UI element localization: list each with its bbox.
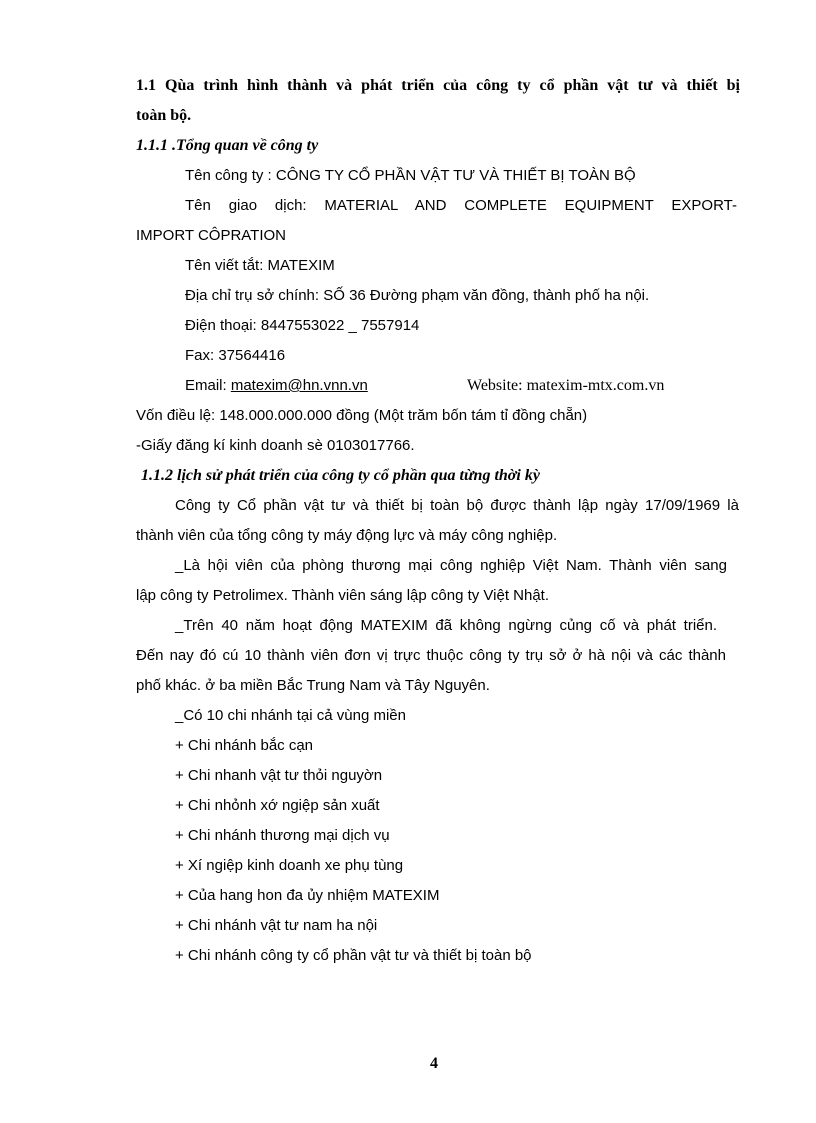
branches-intro: _Có 10 chi nhánh tại cả vùng miền [175,707,406,724]
history-paragraph-1-line-2: thành viên của tổng công ty máy động lực và máy công nghiệp. [136,527,558,544]
email-label: Email: [185,377,231,394]
history-paragraph-1-line-1: Công ty Cổ phần vật tư và thiết bị toàn bộ được thành lập ngày 17/09/1969 là [175,497,739,514]
heading-line-2: toàn bộ. [136,107,192,124]
history-paragraph-2-line-1: _Là hội viên của phòng thương mại công nghiệp Việt Nam. Thành viên sang [175,557,727,574]
branch-item: + Của hang hon đa ủy nhiệm MATEXIM [175,887,440,904]
business-license-line: -Giấy đăng kí kinh doanh sè 0103017766. [136,437,415,454]
capital-line: Vốn điều lệ: 148.000.000.000 đồng (Một trăm bốn tám tỉ đồng chẵn) [136,407,588,424]
history-paragraph-2-line-2: lập công ty Petrolimex. Thành viên sáng lập công ty Việt Nhật. [136,587,550,604]
branch-item: + Xí ngiệp kinh doanh xe phụ tùng [175,857,404,874]
website-line: Website: matexim-mtx.com.vn [467,377,665,394]
fax-line: Fax: 37564416 [185,347,286,364]
history-paragraph-3-line-1: _Trên 40 năm hoạt động MATEXIM đã không ngừng củng cố và phát triển. [175,617,717,634]
branch-item: + Chi nhánh thương mại dịch vụ [175,827,390,844]
section-title-history: 1.1.2 lịch sử phát triển của công ty cổ phần qua từng thời kỳ [141,467,540,484]
section-title-overview: 1.1.1 .Tổng quan về công ty [136,137,319,154]
trade-name-line-1: Tên giao dịch: MATERIAL AND COMPLETE EQUIPMENT EXPORT- [185,197,737,214]
branch-item: + Chi nhánh vật tư nam ha nội [175,917,378,934]
email-line [185,376,380,396]
company-name-line: Tên công ty : CÔNG TY CỔ PHẦN VẬT TƯ VÀ THIẾT BỊ TOÀN BỘ [185,167,636,184]
branch-item: + Chi nhỏnh xớ ngiệp sản xuất [175,797,380,814]
branch-item: + Chi nhanh vật tư thỏi nguyờn [175,767,383,784]
trade-name-line-2: IMPORT CÔPRATION [136,227,287,244]
branch-item: + Chi nhánh bắc cạn [175,737,314,754]
phone-line: Điện thoại: 8447553022 _ 7557914 [185,317,420,334]
email-link[interactable]: matexim@hn.vnn.vn [230,377,368,394]
address-line: Địa chỉ trụ sở chính: SỐ 36 Đường phạm văn đồng, thành phố ha nội. [185,287,650,304]
abbreviation-line: Tên viết tắt: MATEXIM [185,257,335,274]
history-paragraph-3-line-2: Đến nay đó cú 10 thành viên đơn vị trực thuộc công ty trụ sở ở hà nội và các thành [136,647,726,664]
page-number: 4 [430,1055,438,1072]
heading-line-1: 1.1 Qùa trình hình thành và phát triển của công ty cổ phần vật tư và thiết bị [136,77,740,94]
history-paragraph-3-line-3: phố khác. ở ba miền Bắc Trung Nam và Tây Nguyên. [136,677,490,694]
branch-item: + Chi nhánh công ty cổ phần vật tư và thiết bị toàn bộ [175,947,532,964]
